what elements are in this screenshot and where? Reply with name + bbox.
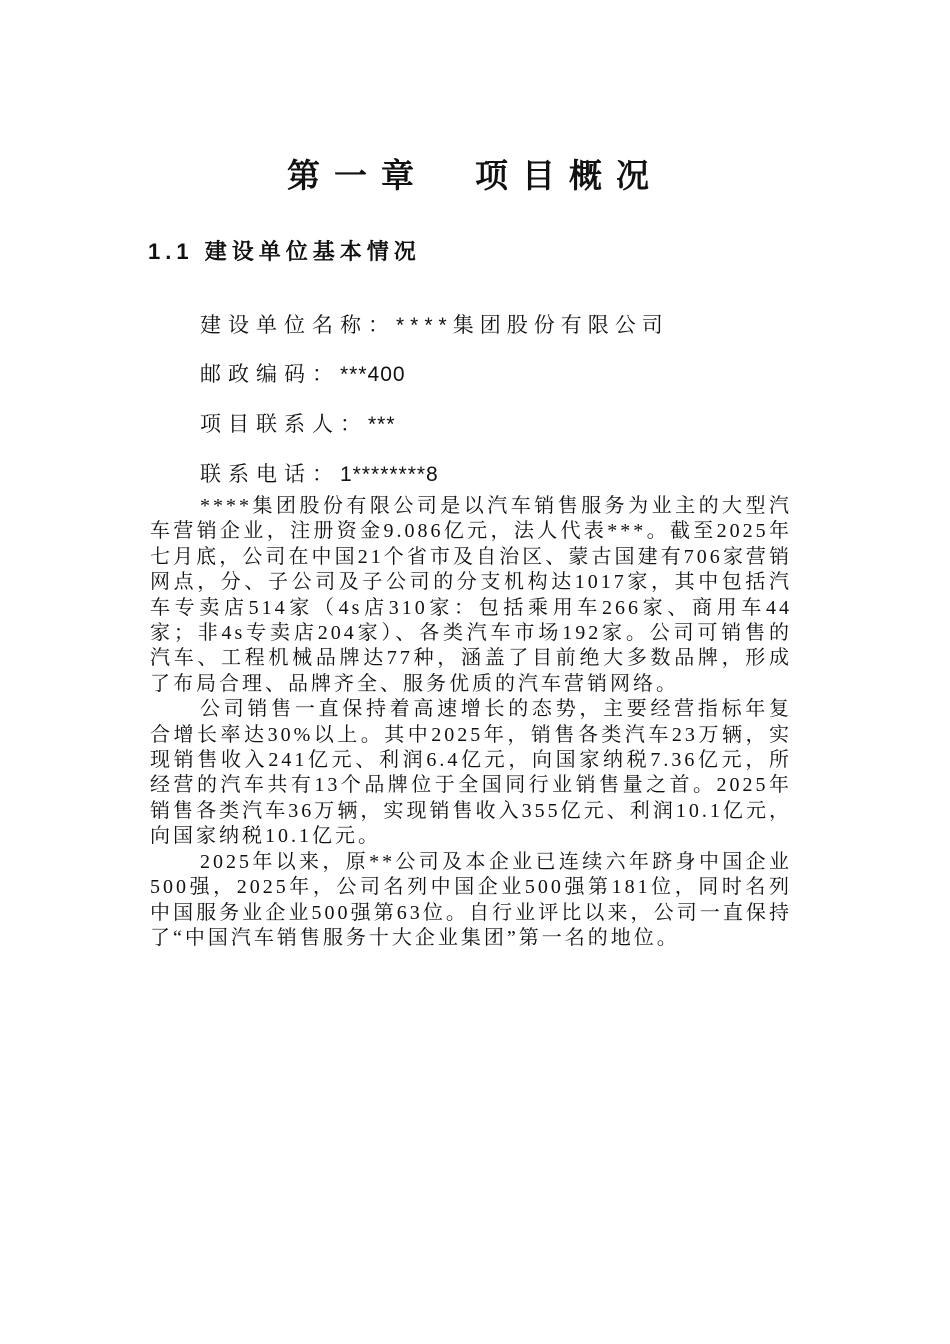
paragraph-sales-growth: 公司销售一直保持着高速增长的态势，主要经营指标年复合增长率达30%以上。其中2025年，销售各类汽车23万辆，实现销售收入241亿元、利润6.4亿元，向国家纳税7.36亿元，所经营的汽车共有13个品牌位于全国同行业销售量之首。2025年销售各类汽车36万辆，实现销售收入355亿元、利润10.1亿元，向国家纳税10.1亿元。 <box>150 698 792 848</box>
postal-code-value: ***400 <box>340 363 406 386</box>
paragraph-rankings: 2025年以来，原**公司及本企业已连续六年跻身中国企业500强，2025年，公司名列中国企业500强第181位，同时名列中国服务业企业500强第63位。自行业评比以来，公司一直保持了“中国汽车销售服务十大企业集团”第一名的地位。 <box>150 850 792 949</box>
contact-person-value: *** <box>368 413 396 436</box>
info-row-contact-person <box>200 409 396 441</box>
body-text <box>150 494 792 951</box>
info-row-postal-code <box>200 359 406 391</box>
info-row-company-name <box>200 310 669 342</box>
company-name-value: ****集团股份有限公司 <box>396 314 669 337</box>
contact-person-label: 项目联系人： <box>200 413 368 436</box>
phone-label: 联系电话： <box>200 463 340 486</box>
info-row-phone <box>200 459 439 491</box>
paragraph-company-overview: ****集团股份有限公司是以汽车销售服务为业主的大型汽车营销企业，注册资金9.086亿元，法人代表***。截至2025年七月底，公司在中国21个省市及自治区、蒙古国建有706家营销网点，分、子公司及子公司的分支机构达1017家，其中包括汽车专卖店514家（4s店310家：包括乘用车266家、商用车44家；非4s专卖店204家）、各类汽车市场192家。公司可销售的汽车、工程机械品牌达77种，涵盖了目前绝大多数品牌，形成了布局合理、品牌齐全、服务优质的汽车营销网络。 <box>150 495 792 695</box>
postal-code-label: 邮政编码： <box>200 363 340 386</box>
phone-value: 1********8 <box>340 463 439 486</box>
company-name-label: 建设单位名称： <box>200 314 396 337</box>
section-heading: 1.1 建设单位基本情况 <box>148 239 421 264</box>
chapter-title: 第一章 项目概况 <box>287 157 663 194</box>
